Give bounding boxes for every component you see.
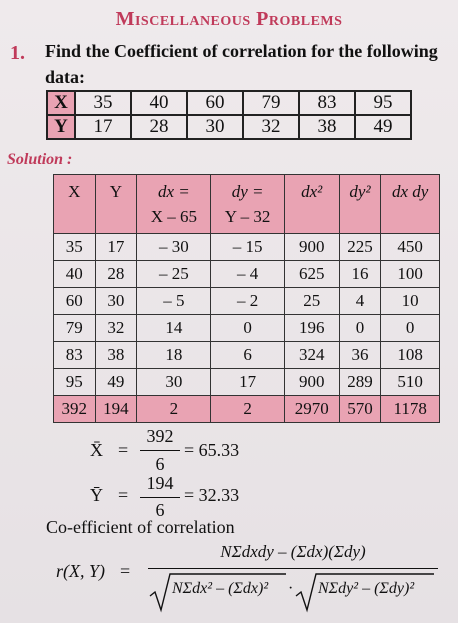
total-cell: 1178: [381, 396, 440, 423]
x-value: 79: [243, 91, 299, 115]
header-cell: dx = X – 65: [137, 175, 211, 234]
solution-table: [53, 174, 440, 423]
x-value: 95: [355, 91, 411, 115]
cell: 289: [339, 369, 381, 396]
cell: 900: [284, 369, 339, 396]
mean-x-result: = 65.33: [184, 440, 240, 460]
cell: – 30: [137, 234, 211, 261]
y-row: [47, 115, 411, 139]
table-row: [54, 234, 440, 261]
question-number: 1.: [10, 42, 25, 64]
cell: 14: [137, 315, 211, 342]
cell: 450: [381, 234, 440, 261]
cell: 0: [211, 315, 284, 342]
r-numerator: NΣdxdy – (Σdx)(Σdy): [220, 542, 366, 561]
header-cell: dx dy: [381, 175, 440, 234]
cell: 4: [339, 288, 381, 315]
r-denominator-left: NΣdx² – (Σdx)²: [172, 580, 269, 597]
equals-sign: =: [118, 440, 129, 460]
x-value: 83: [299, 91, 355, 115]
cell: 60: [54, 288, 96, 315]
total-cell: 194: [95, 396, 137, 423]
total-cell: 570: [339, 396, 381, 423]
cell: 0: [381, 315, 440, 342]
mean-x-symbol: X̄: [90, 440, 103, 460]
r-denominator-right: NΣdy² – (Σdy)²: [318, 580, 415, 597]
table-row: [54, 369, 440, 396]
cell: – 25: [137, 261, 211, 288]
cell: 0: [339, 315, 381, 342]
equals-sign: =: [120, 561, 131, 581]
r-lhs: r(X, Y): [56, 561, 105, 581]
y-value: 49: [355, 115, 411, 139]
x-value: 35: [75, 91, 131, 115]
dot-operator: ·: [288, 580, 294, 597]
cell: 324: [284, 342, 339, 369]
totals-row: [54, 396, 440, 423]
table-row: [54, 315, 440, 342]
cell: 79: [54, 315, 96, 342]
solution-label: Solution :: [7, 151, 73, 168]
cell: 225: [339, 234, 381, 261]
cell: 10: [381, 288, 440, 315]
equals-sign: =: [118, 485, 129, 505]
y-value: 28: [131, 115, 187, 139]
total-cell: 2: [211, 396, 284, 423]
fraction-bar: [140, 497, 180, 498]
header-cell: dy²: [339, 175, 381, 234]
given-data-table: [46, 90, 412, 140]
header-cell: Y: [95, 175, 137, 234]
cell: 17: [211, 369, 284, 396]
cell: – 5: [137, 288, 211, 315]
y-value: 17: [75, 115, 131, 139]
y-label: Y: [47, 115, 75, 139]
question-text: Find the Coefficient of correlation for the following data:: [45, 41, 438, 87]
header-row: [54, 175, 440, 234]
cell: – 2: [211, 288, 284, 315]
table-row: [54, 342, 440, 369]
cell: 32: [95, 315, 137, 342]
total-cell: 2: [137, 396, 211, 423]
cell: 95: [54, 369, 96, 396]
mean-y-symbol: Ȳ: [90, 485, 103, 505]
y-value: 32: [243, 115, 299, 139]
header-cell: dx²: [284, 175, 339, 234]
cell: 83: [54, 342, 96, 369]
cell: – 15: [211, 234, 284, 261]
cell: – 4: [211, 261, 284, 288]
cell: 30: [137, 369, 211, 396]
cell: 30: [95, 288, 137, 315]
cell: 38: [95, 342, 137, 369]
x-value: 60: [187, 91, 243, 115]
cell: 6: [211, 342, 284, 369]
total-cell: 392: [54, 396, 96, 423]
cell: 28: [95, 261, 137, 288]
mean-x-denominator: 6: [155, 454, 165, 474]
cell: 100: [381, 261, 440, 288]
cell: 36: [339, 342, 381, 369]
table-row: [54, 288, 440, 315]
cell: 625: [284, 261, 339, 288]
mean-y-numerator: 194: [146, 473, 174, 493]
x-value: 40: [131, 91, 187, 115]
cell: 900: [284, 234, 339, 261]
cell: 108: [381, 342, 440, 369]
table-row: [54, 261, 440, 288]
mean-y-denominator: 6: [155, 500, 165, 520]
cell: 25: [284, 288, 339, 315]
cell: 18: [137, 342, 211, 369]
fraction-bar: [140, 450, 180, 451]
x-label: X: [47, 91, 75, 115]
cell: 49: [95, 369, 137, 396]
mean-x-numerator: 392: [146, 426, 174, 446]
cell: 40: [54, 261, 96, 288]
coefficient-label: Co-efficient of correlation: [46, 517, 235, 537]
fraction-bar: [148, 568, 438, 569]
y-value: 30: [187, 115, 243, 139]
section-heading: Miscellaneous Problems: [115, 8, 343, 30]
x-row: [47, 91, 411, 115]
cell: 196: [284, 315, 339, 342]
header-cell: dy = Y – 32: [211, 175, 284, 234]
mean-y-result: = 32.33: [184, 485, 240, 505]
cell: 16: [339, 261, 381, 288]
header-cell: X: [54, 175, 96, 234]
cell: 17: [95, 234, 137, 261]
cell: 510: [381, 369, 440, 396]
total-cell: 2970: [284, 396, 339, 423]
y-value: 38: [299, 115, 355, 139]
cell: 35: [54, 234, 96, 261]
